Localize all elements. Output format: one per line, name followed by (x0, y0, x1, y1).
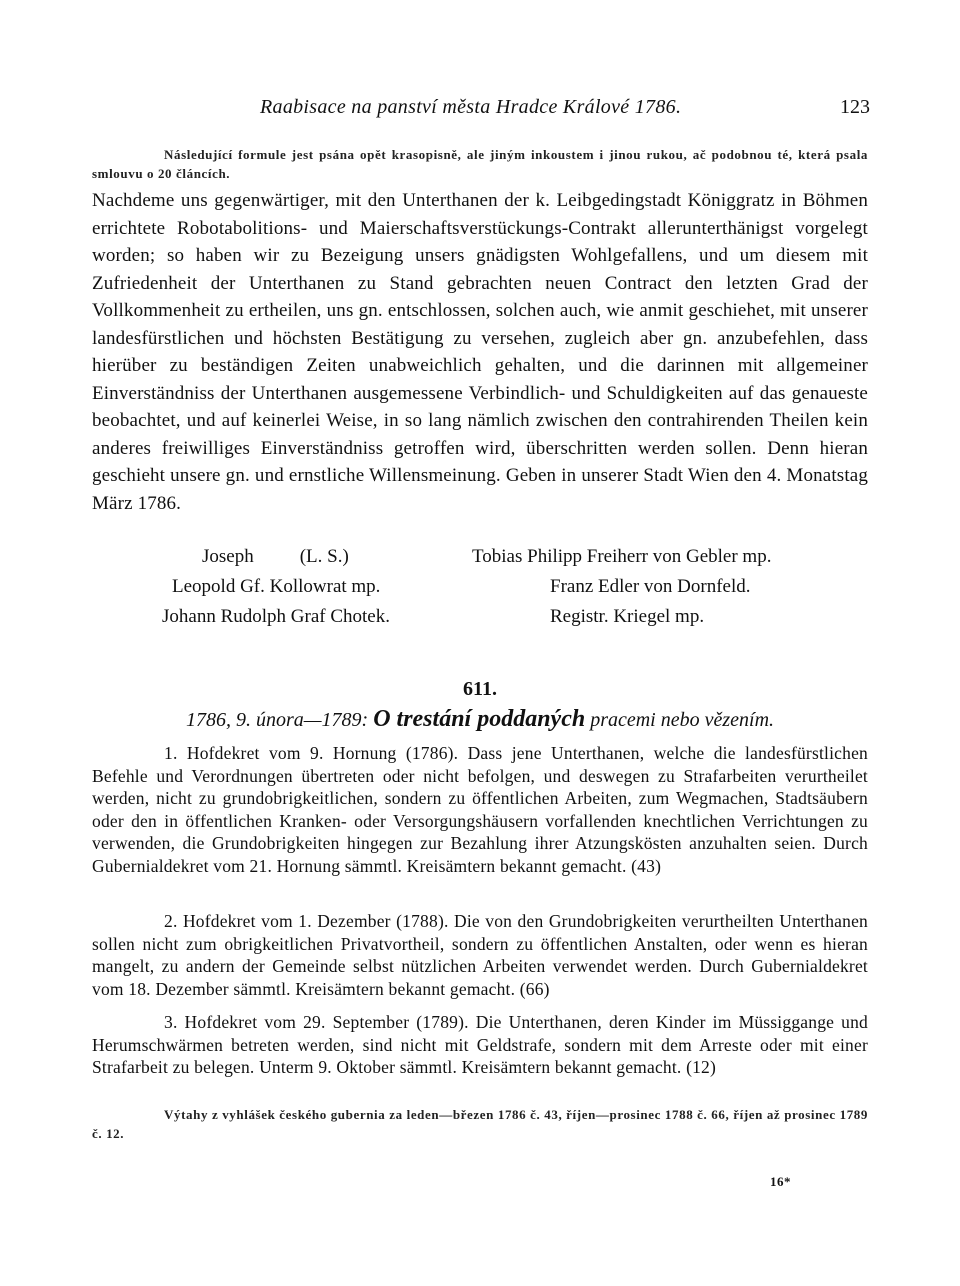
editorial-note-top: Následující formule jest psána opět krasopisně, ale jiným inkoustem i jinou rukou, ač podobnou té, která psala smlouvu o 20 článcích. (92, 147, 868, 181)
decree-paragraph: 1. Hofdekret vom 9. Hornung (1786). Dass jene Unterthanen, welche die landesfürstlichen Befehle und Verordnungen übertreten oder nicht befolgen, und deswegen zu Strafarbeiten verurtheilet werden, nicht zu grundobrigkeitlichen, sondern zu öffentlichen Arbeiten, zum Wegmachen, Stadtsäubern oder den in öffentlichen Kranken- oder Versorgungshäusern vorfallenden knechtlichen Verrichtungen zu verwenden, die Grundobrigkeiten hingegen zur Bezahlung ihrer Atzungskösten anzuhalten seien. Durch Gubernialdekret vom 21. Hornung sämmtl. Kreisämtern bekannt gemacht. (43) (92, 743, 868, 876)
signature-line: Registr. Kriegel mp. (550, 606, 705, 627)
seal-mark: (L. S.) (299, 546, 349, 567)
entry-number: 611. (463, 678, 497, 700)
signature-line (162, 542, 492, 572)
signature-line: Leopold Gf. Kollowrat mp. (172, 576, 381, 597)
signer-name: Joseph (202, 546, 254, 567)
signature-line: Tobias Philipp Freiherr von Gebler mp. (472, 546, 772, 567)
running-title: Raabisace na panství města Hradce Králové 1786. (260, 96, 682, 118)
entry-heading (92, 706, 868, 733)
editorial-note-bottom: Výtahy z vyhlášek českého gubernia za leden—březen 1786 č. 43, říjen—prosinec 1788 č. 66, říjen až prosinec 1789 č. 12. (92, 1107, 868, 1141)
decree-paragraph: 2. Hofdekret vom 1. Dezember (1788). Die von den Grundobrigkeiten verurtheilten Unterthanen sollen nicht zum obrigkeitlichen Privatvortheil, sondern zu öffentlichen Anstalten, oder wenn es hieran mangelt, zu andern der Gemeinde selbst nützlichen Arbeiten verwendet werden. Durch Gubernialdekret vom 18. Dezember sämmtl. Kreisämtern bekannt gemacht. (66) (92, 911, 868, 999)
page-number: 123 (840, 96, 870, 118)
running-head (260, 96, 870, 122)
entry-date-range: 1786, 9. února—1789: (185, 709, 369, 731)
signature-line: Johann Rudolph Graf Chotek. (162, 606, 390, 627)
entry-title-suffix: pracemi nebo vězením. (590, 709, 775, 731)
decree-text: Nachdeme uns gegenwärtiger, mit den Unterthanen der k. Leibgedingstadt Königgratz in Böhmen errichtete Robotabolitions- und Maierschaftsverstückungs-Contrakt allerunterthänigst vorgelegt worden; so haben wir zu Bezeigung unsers gnädigsten Wohlgefallens, und um diesem mit Zufriedenheit der Unterthanen zu Stand gebrachten neuen Contract den letzten Grad der Vollkommenheit zu ertheilen, uns gn. entschlossen, solchen auch, wie anmit geschiehet, mit unserer landesfürstlichen und höchsten Bestätigung zu versehen, zugleich aber gn. anzubefehlen, dass hierüber zu beständigen Zeiten unabweichlich gehalten, und die darinnen mit allgemeiner Einverständniss der Unterthanen ausgemessene Verbindlich- und Schuldigkeiten auf das genaueste beobachtet, und auf keinerlei Weise, in so lang nämlich zwischen den contrahirenden Theilen kein anderes freiwilliges Einverständniss getroffen wird, überschritten werden sollen. Denn hieran geschieht unsere gn. und ernstliche Willensmeinung. Geben in unserer Stadt Wien den 4. Monatstag März 1786. (92, 190, 868, 514)
signature-line: Franz Edler von Dornfeld. (550, 576, 751, 597)
signatures-right (472, 542, 872, 632)
decree-paragraph: 3. Hofdekret vom 29. September (1789). Die Unterthanen, deren Kinder im Müssiggange und Herumschwärmen betreten werden, sind nicht mit Geldstrafe, sondern mit dem Arreste oder mit einer Strafarbeit zu belegen. Unterm 9. Oktober sämmtl. Kreisämtern bekannt gemacht. (12) (92, 1012, 868, 1077)
signatures-left (162, 542, 492, 632)
signature-mark: 16* (770, 1174, 791, 1189)
entry-title: O trestání poddaných (373, 706, 586, 732)
